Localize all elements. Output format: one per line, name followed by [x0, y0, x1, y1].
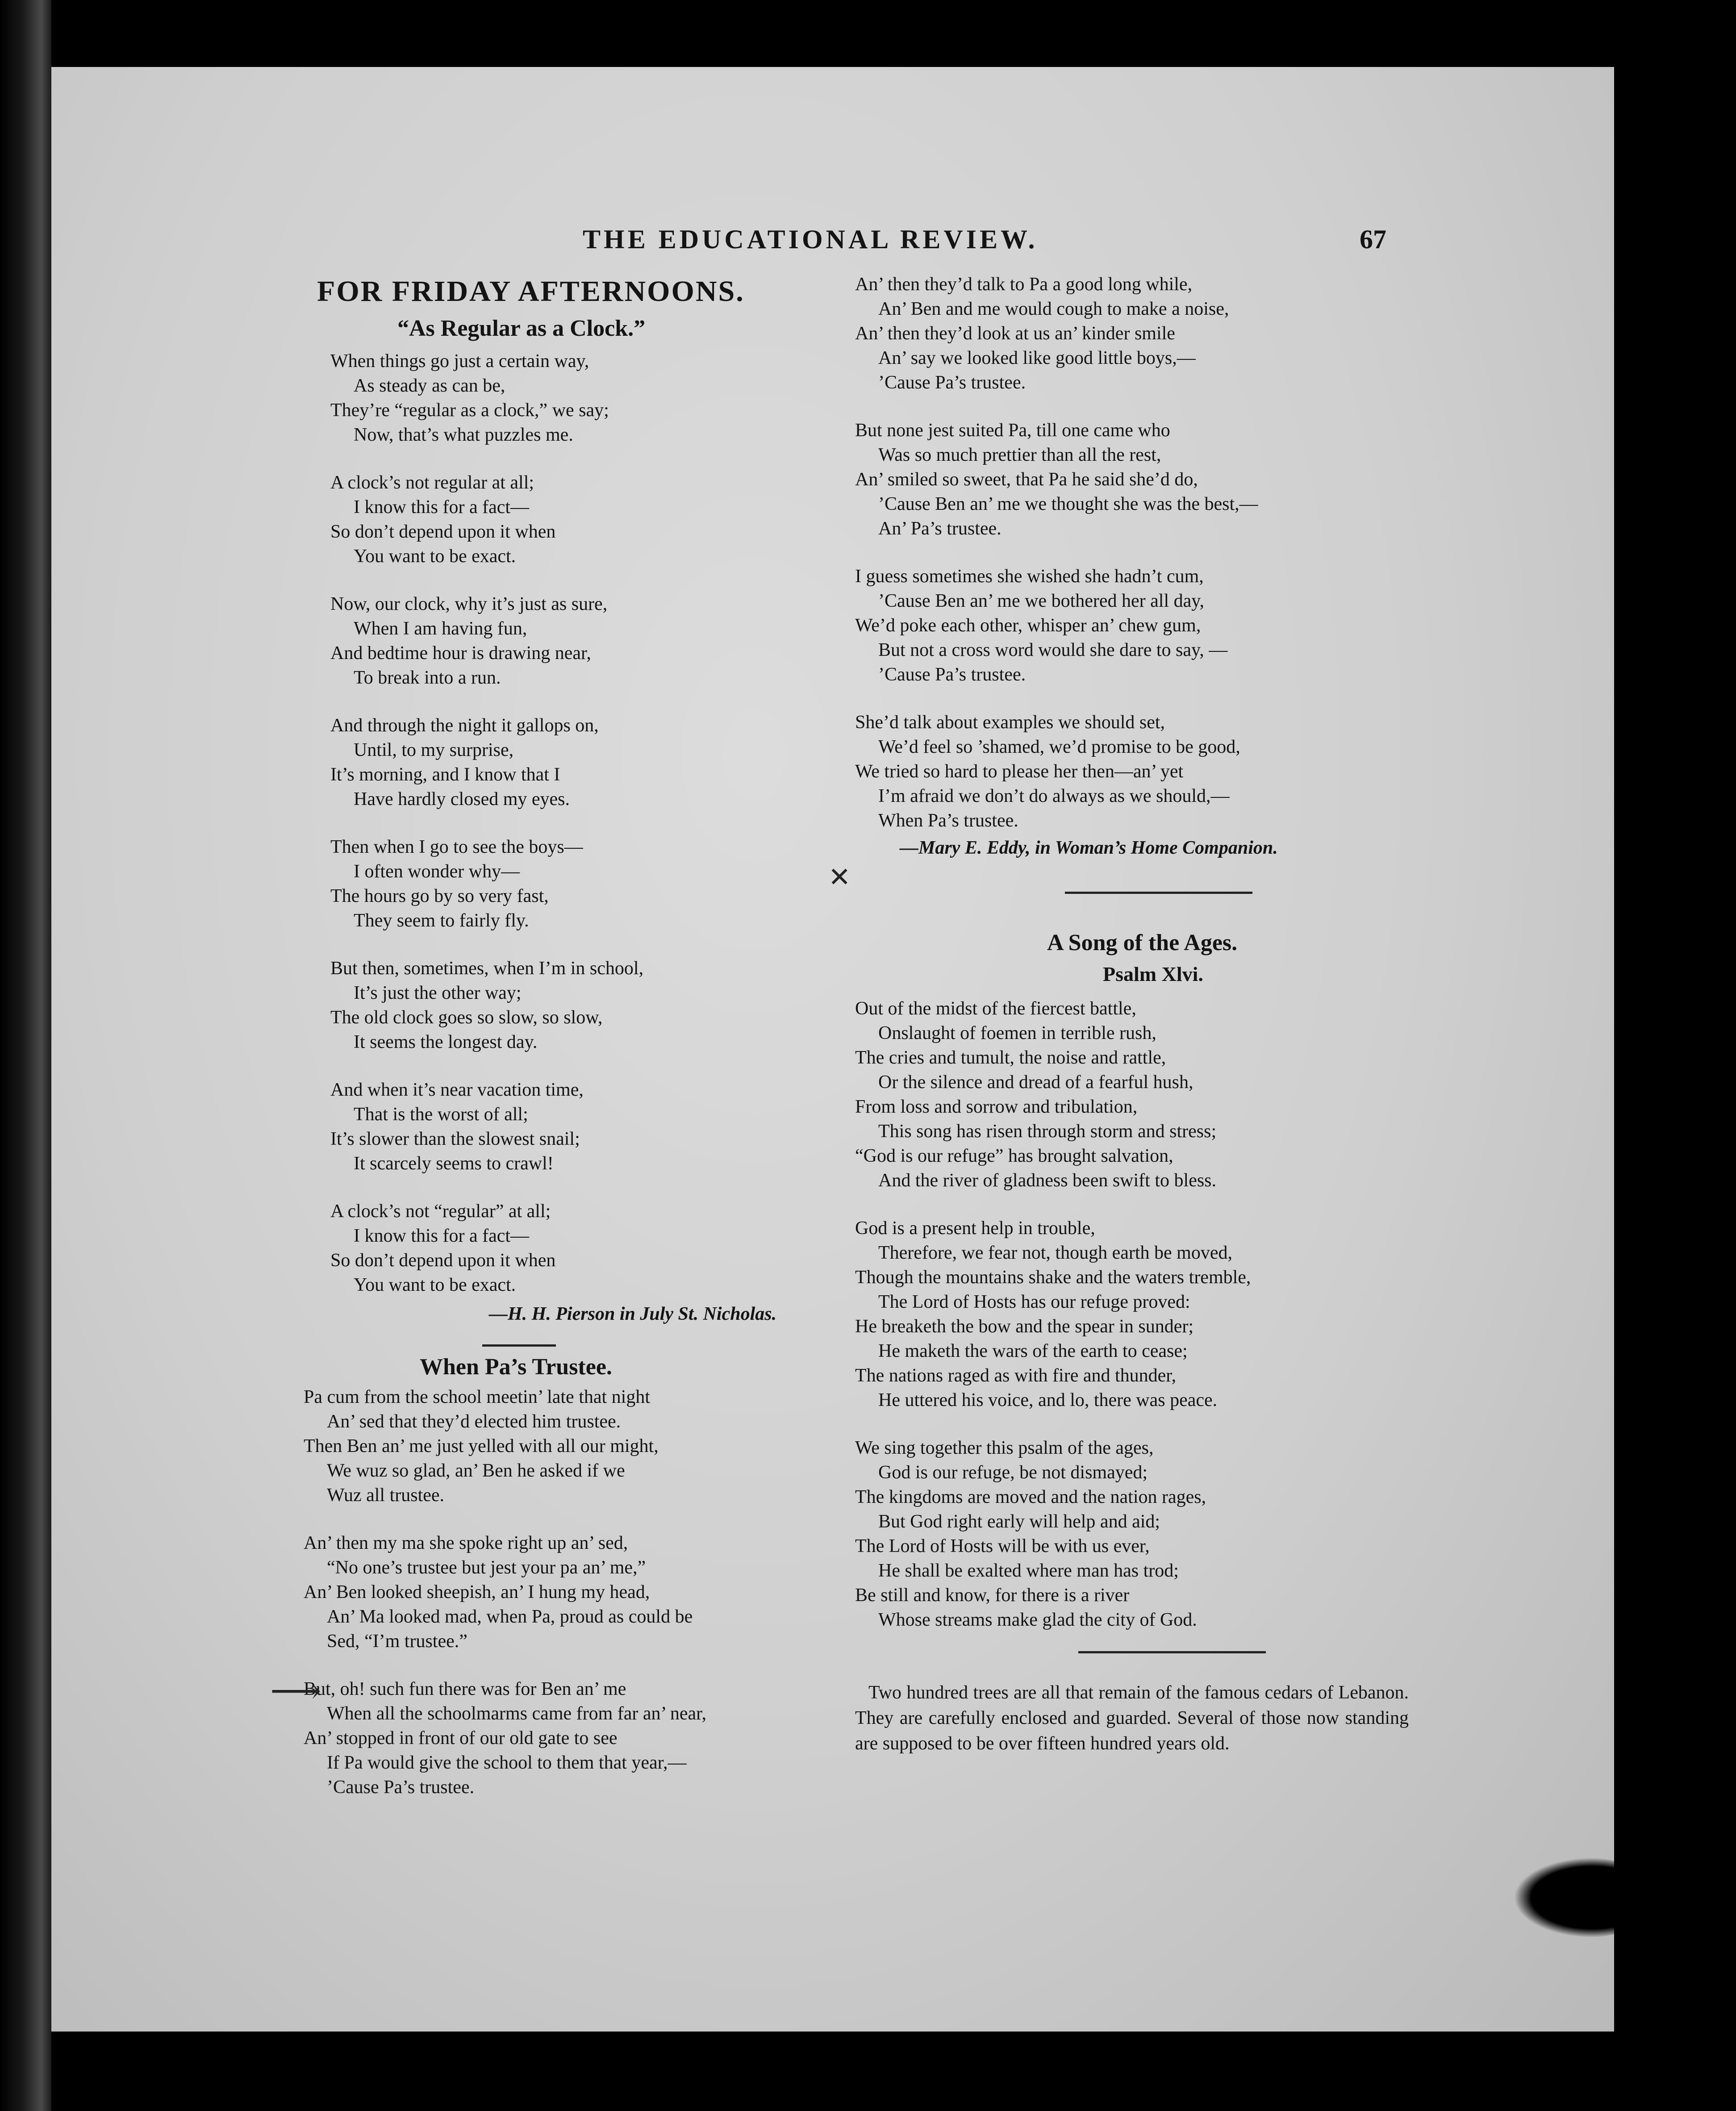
pencil-arrow-mark: ⟶ — [270, 1672, 321, 1711]
poem-line: Onslaught of foemen in terrible rush, — [878, 1023, 1156, 1043]
poem-line: When I am having fun, — [354, 618, 527, 639]
poem-line: ’Cause Ben an’ me we bothered her all day, — [878, 591, 1205, 611]
poem-line: An’ then they’d talk to Pa a good long while, — [855, 274, 1193, 295]
poem-line: He shall be exalted where man has trod; — [878, 1560, 1179, 1581]
poem-line: And bedtime hour is drawing near, — [330, 643, 591, 663]
poem-line: It’s just the other way; — [354, 983, 522, 1003]
note-paragraph: Two hundred trees are all that remain of the famous cedars of Lebanon. They are carefully enclosed and guarded. Several of those now standing are supposed to be over fifteen hundred years old. — [855, 1682, 1409, 1754]
stanza — [855, 418, 1480, 541]
stanza — [855, 997, 1480, 1193]
poem-line: ’Cause Pa’s trustee. — [327, 1777, 475, 1798]
poem-line: Though the mountains shake and the waters tremble, — [855, 1267, 1251, 1288]
poem-line: You want to be exact. — [354, 1275, 516, 1295]
section-divider — [482, 1344, 556, 1347]
poem-line: This song has risen through storm and stress; — [878, 1121, 1217, 1142]
poem-line: An’ smiled so sweet, that Pa he said she’d do, — [855, 469, 1198, 490]
poem-line: Whose streams make glad the city of God. — [878, 1610, 1197, 1630]
poem-song-of-ages — [855, 997, 1480, 1632]
stanza — [330, 471, 893, 569]
poem-line: I often wonder why— — [354, 861, 520, 882]
poem-line: An’ sed that they’d elected him trustee. — [327, 1411, 621, 1432]
left-column — [295, 272, 893, 1823]
stanza — [304, 1531, 893, 1654]
poem-line: “God is our refuge” has brought salvation, — [855, 1146, 1173, 1166]
poem-line: Then Ben an’ me just yelled with all our might, — [304, 1436, 659, 1456]
poem-line: We tried so hard to please her then—an’ yet — [855, 761, 1184, 782]
right-column — [855, 272, 1480, 1756]
poem-clock — [330, 349, 893, 1297]
poem-line: If Pa would give the school to them that year,— — [327, 1752, 687, 1773]
poem-line: I’m afraid we don’t do always as we should,— — [878, 786, 1230, 806]
poem-trustee — [304, 1385, 893, 1800]
poem-line: Pa cum from the school meetin’ late that night — [304, 1387, 651, 1407]
poem-line: She’d talk about examples we should set, — [855, 712, 1165, 733]
poem-line: And when it’s near vacation time, — [330, 1080, 584, 1100]
stanza — [330, 1078, 893, 1176]
poem-line: An’ stopped in front of our old gate to see — [304, 1728, 618, 1748]
stanza — [330, 835, 893, 933]
poem-line: It scarcely seems to crawl! — [354, 1153, 554, 1174]
poem-line: Wuz all trustee. — [327, 1485, 445, 1506]
poem-line: And the river of gladness been swift to bless. — [878, 1170, 1217, 1191]
poem-subtitle: Psalm Xlvi. — [1103, 963, 1203, 985]
poem-line: Out of the midst of the fiercest battle, — [855, 998, 1136, 1019]
pencil-mark: ✕ — [828, 863, 851, 892]
section-heading: FOR FRIDAY AFTERNOONS. — [317, 275, 745, 308]
poem-line: We’d poke each other, whisper an’ chew gum, — [855, 615, 1201, 636]
poem-title: “As Regular as a Clock.” — [397, 316, 646, 341]
stanza — [330, 713, 893, 812]
stanza — [304, 1385, 893, 1508]
poem-line: But not a cross word would she dare to say, — — [878, 640, 1228, 660]
poem-line: The nations raged as with fire and thunder, — [855, 1365, 1177, 1386]
poem-line: He maketh the wars of the earth to cease; — [878, 1341, 1188, 1361]
poem-line: It’s slower than the slowest snail; — [330, 1129, 580, 1149]
poem-line: Was so much prettier than all the rest, — [878, 445, 1161, 465]
poem-line: An’ then my ma she spoke right up an’ sed, — [304, 1533, 628, 1553]
poem-line: The kingdoms are moved and the nation rages, — [855, 1487, 1206, 1507]
poem-line: He breaketh the bow and the spear in sunder; — [855, 1316, 1194, 1337]
poem-line: But none jest suited Pa, till one came who — [855, 420, 1170, 441]
poem-line: “No one’s trustee but jest your pa an’ me,” — [327, 1557, 646, 1578]
poem-line: An’ Pa’s trustee. — [878, 518, 1002, 539]
poem-line: Or the silence and dread of a fearful hush, — [878, 1072, 1194, 1093]
poem-line: The Lord of Hosts will be with us ever, — [855, 1536, 1150, 1556]
poem-line: So don’t depend upon it when — [330, 1250, 556, 1271]
poem-line: It’s morning, and I know that I — [330, 764, 560, 785]
stanza — [304, 1677, 893, 1800]
section-divider — [1065, 892, 1252, 894]
poem-line: As steady as can be, — [354, 375, 505, 396]
poem-line: An’ then they’d look at us an’ kinder smile — [855, 323, 1175, 344]
poem-title: A Song of the Ages. — [1047, 930, 1238, 955]
poem-line: It seems the longest day. — [354, 1032, 538, 1052]
poem-line: When things go just a certain way, — [330, 351, 589, 371]
poem-line: The Lord of Hosts has our refuge proved: — [878, 1292, 1190, 1312]
poem-line: God is a present help in trouble, — [855, 1218, 1095, 1239]
poem-line: Sed, “I’m trustee.” — [327, 1631, 467, 1652]
poem-line: I guess sometimes she wished she hadn’t cum, — [855, 566, 1204, 587]
poem-line: Now, our clock, why it’s just as sure, — [330, 594, 608, 614]
stanza — [330, 956, 893, 1055]
page-scan — [51, 67, 1614, 2032]
stanza — [855, 1216, 1480, 1413]
poem-line: They’re “regular as a clock,” we say; — [330, 400, 609, 421]
poem-line: ’Cause Ben an’ me we thought she was the best,— — [878, 494, 1258, 514]
poem-line: We sing together this psalm of the ages, — [855, 1438, 1154, 1458]
page-number: 67 — [1360, 225, 1386, 254]
stanza — [330, 592, 893, 690]
stanza — [330, 1199, 893, 1297]
poem-line: From loss and sorrow and tribulation, — [855, 1097, 1138, 1117]
poem-line: You want to be exact. — [354, 546, 516, 567]
poem-attribution: —Mary E. Eddy, in Woman’s Home Companion. — [900, 838, 1278, 858]
poem-line: They seem to fairly fly. — [354, 910, 529, 931]
poem-line: The hours go by so very fast, — [330, 886, 549, 906]
section-divider — [1078, 1651, 1266, 1653]
journal-title: THE EDUCATIONAL REVIEW. — [583, 225, 1038, 254]
poem-line: ’Cause Pa’s trustee. — [878, 664, 1026, 685]
book-spine — [0, 0, 51, 2111]
poem-line: An’ say we looked like good little boys,— — [878, 348, 1196, 368]
poem-title: When Pa’s Trustee. — [420, 1354, 612, 1380]
poem-trustee-continued — [855, 272, 1480, 833]
poem-line: But, oh! such fun there was for Ben an’ me — [304, 1679, 626, 1699]
poem-line: Then when I go to see the boys— — [330, 837, 583, 857]
poem-line: An’ Ben looked sheepish, an’ I hung my head, — [304, 1582, 650, 1602]
poem-attribution: —H. H. Pierson in July St. Nicholas. — [489, 1304, 777, 1324]
poem-line: Therefore, we fear not, though earth be moved, — [878, 1243, 1232, 1263]
poem-line: An’ Ben and me would cough to make a noise, — [878, 299, 1229, 319]
poem-line: The cries and tumult, the noise and rattle, — [855, 1047, 1166, 1068]
poem-line: Until, to my surprise, — [354, 740, 514, 760]
poem-line: But then, sometimes, when I’m in school, — [330, 958, 644, 979]
poem-line: An’ Ma looked mad, when Pa, proud as could be — [327, 1606, 693, 1627]
poem-line: So don’t depend upon it when — [330, 521, 556, 542]
poem-line: Be still and know, for there is a river — [855, 1585, 1130, 1606]
poem-line: We’d feel so ’shamed, we’d promise to be good, — [878, 737, 1240, 757]
poem-line: To break into a run. — [354, 668, 501, 688]
poem-line: When all the schoolmarms came from far an’ near, — [327, 1703, 706, 1724]
poem-line: And through the night it gallops on, — [330, 715, 599, 736]
poem-line: We wuz so glad, an’ Ben he asked if we — [327, 1460, 625, 1481]
poem-line: I know this for a fact— — [354, 497, 530, 517]
stanza — [855, 1436, 1480, 1632]
poem-line: I know this for a fact— — [354, 1226, 530, 1246]
poem-line: Have hardly closed my eyes. — [354, 789, 570, 809]
running-header — [51, 224, 1614, 264]
poem-line: A clock’s not regular at all; — [330, 472, 534, 493]
poem-line: Now, that’s what puzzles me. — [354, 425, 573, 445]
stanza — [855, 272, 1480, 395]
stanza — [855, 564, 1480, 687]
poem-line: The old clock goes so slow, so slow, — [330, 1007, 603, 1028]
poem-line: God is our refuge, be not dismayed; — [878, 1462, 1148, 1483]
thumb-smudge — [1514, 1857, 1657, 1938]
poem-line: That is the worst of all; — [354, 1104, 528, 1125]
poem-line: ’Cause Pa’s trustee. — [878, 372, 1026, 393]
poem-line: When Pa’s trustee. — [878, 810, 1018, 831]
poem-line: But God right early will help and aid; — [878, 1511, 1160, 1532]
stanza — [855, 710, 1480, 833]
poem-line: A clock’s not “regular” at all; — [330, 1201, 551, 1222]
poem-line: He uttered his voice, and lo, there was peace. — [878, 1390, 1218, 1410]
stanza — [330, 349, 893, 447]
